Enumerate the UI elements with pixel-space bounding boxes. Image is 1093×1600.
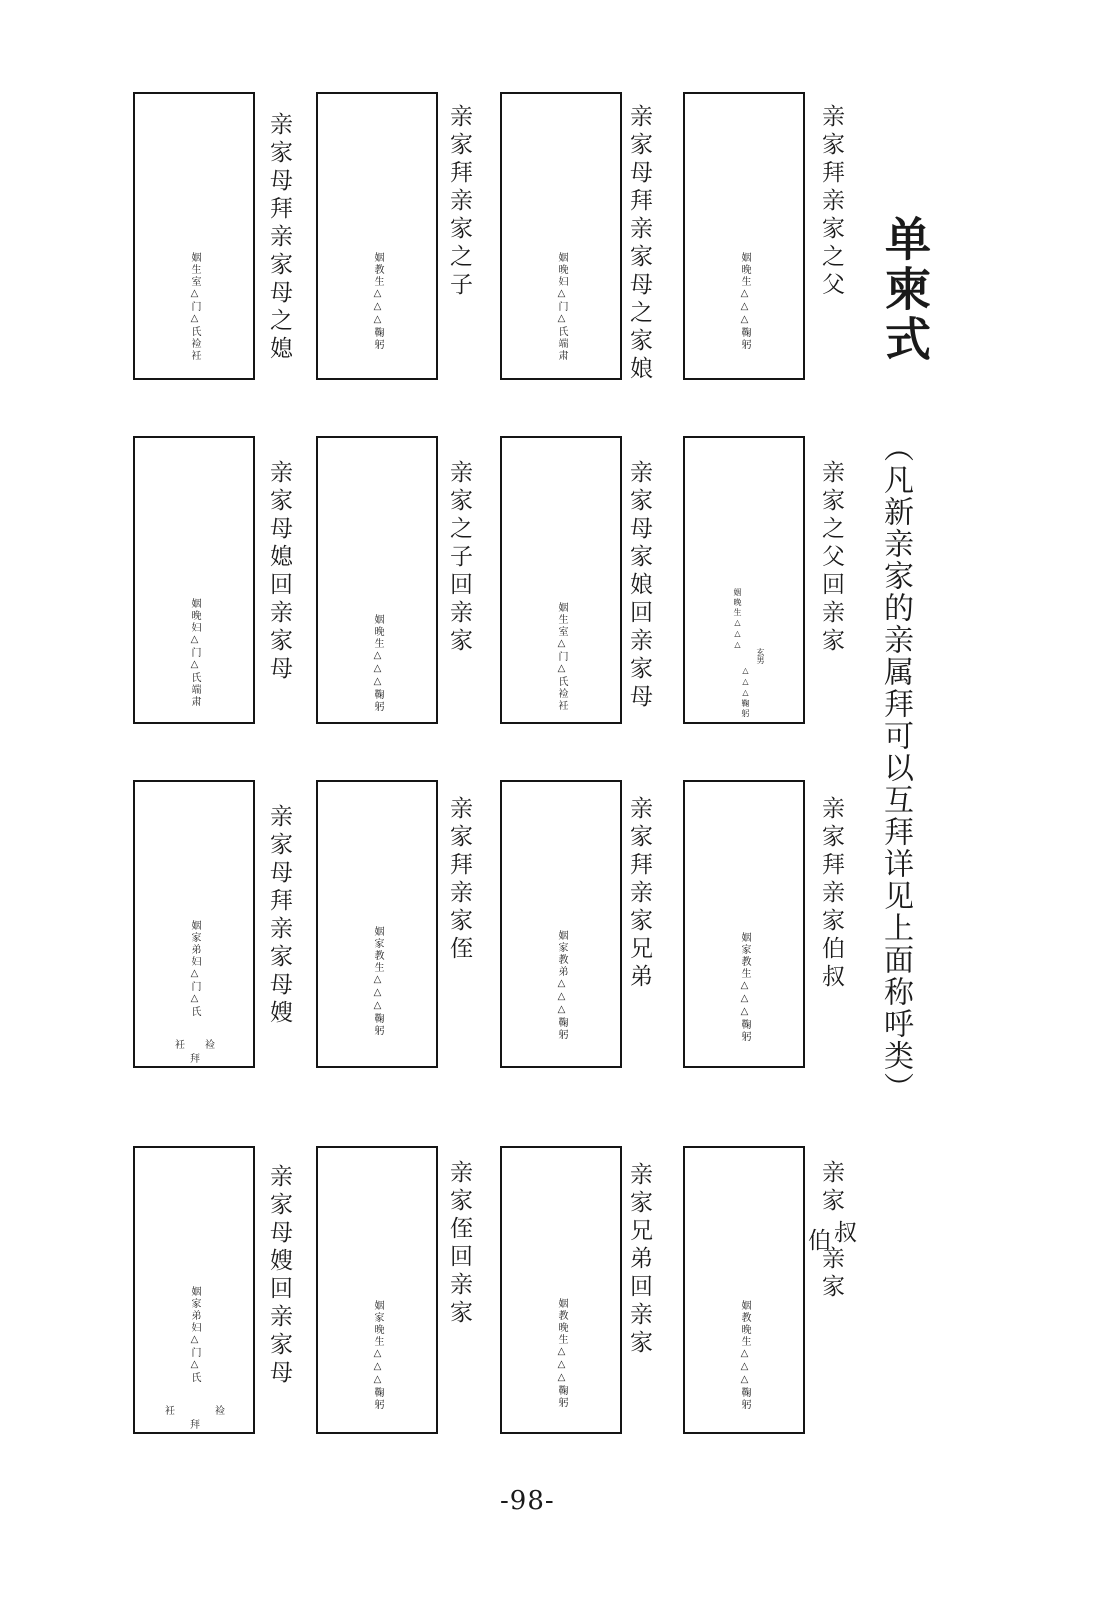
card-signature-right: 裣 [215,1406,225,1417]
card-label: 亲家母拜亲家母之媳 [266,112,292,364]
card-label: 亲家拜亲家之父 [818,104,844,300]
card-signature: 姻教晚生△△△鞠躬 [556,1298,567,1409]
card-r2-c2 [500,436,622,724]
card-r3-c1 [683,780,805,1068]
card-label: 亲家拜亲家侄 [446,796,472,964]
card-r2-c3 [316,436,438,724]
card-signature-left: 衽 [175,1040,185,1051]
card-signature-left: 衽 [165,1406,175,1417]
card-r3-c2 [500,780,622,1068]
card-signature: 姻晚妇△门△氏端肃 [556,252,567,362]
card-signature: 姻家教生△△△鞠躬 [372,926,383,1037]
card-signature-bottom: 拜 [190,1420,200,1431]
card-label: 亲家侄回亲家 [446,1160,472,1328]
card-signature: 姻家教生△△△鞠躬 [739,932,750,1043]
card-signature: 姻教晚生△△△鞠躬 [739,1300,750,1411]
card-r1-c4 [133,92,255,380]
card-label-main: 亲家 [818,1160,844,1216]
card-signature: 姻晚生△△△ [733,588,742,651]
card-r1-c3 [316,92,438,380]
card-signature: 姻生室△门△氏裣衽 [189,252,200,362]
card-r3-c4 [133,780,255,1068]
card-signature-tail: △△△鞠躬 [741,666,750,719]
card-r4-c4 [133,1146,255,1434]
card-label: 亲家母家娘回亲家母 [626,460,652,712]
card-label: 亲家之子回亲家 [446,460,472,656]
card-r1-c1 [683,92,805,380]
card-signature: 姻晚妇△门△氏端肃 [189,598,200,708]
card-signature: 姻晚生△△△鞠躬 [372,614,383,713]
card-signature-right: 裣 [205,1040,215,1051]
card-r3-c3 [316,780,438,1068]
card-label: 亲家母媳回亲家母 [266,460,292,684]
card-signature-bottom: 拜 [190,1054,200,1065]
card-r2-c4 [133,436,255,724]
page-number: -98- [500,1486,555,1516]
card-signature: 姻家教弟△△△鞠躬 [556,930,567,1041]
card-r4-c2 [500,1146,622,1434]
card-r4-c1 [683,1146,805,1434]
card-label: 亲家拜亲家伯叔 [818,796,844,992]
card-label-alt-1: 伯 [808,1228,831,1254]
page-subtitle: （凡新亲家的亲属拜可以互拜详见上面称呼类） [878,432,913,1104]
card-label: 亲家母拜亲家母嫂 [266,804,292,1028]
card-label: 亲家母拜亲家母之家娘 [626,104,652,384]
card-label: 亲家拜亲家兄弟 [626,796,652,992]
card-signature: 姻教生△△△鞠躬 [372,252,383,351]
card-label-alt-2: 叔 [834,1220,857,1246]
card-signature: 姻晚生△△△鞠躬 [739,252,750,351]
page-title: 单柬式 [878,215,932,365]
card-signature: 姻家弟妇△门△氏 [189,920,200,1018]
card-label: 亲家兄弟回亲家 [626,1162,652,1358]
card-label: 亲家母嫂回亲家母 [266,1164,292,1388]
card-signature-note: 玄男 [756,648,765,664]
card-r4-c3 [316,1146,438,1434]
card-signature: 姻家晚生△△△鞠躬 [372,1300,383,1411]
card-label: 亲家拜亲家之子 [446,104,472,300]
card-r2-c1 [683,436,805,724]
card-label-tail: 亲家 [818,1246,844,1302]
card-label: 亲家之父回亲家 [818,460,844,656]
card-r1-c2 [500,92,622,380]
card-signature: 姻家弟妇△门△氏 [189,1286,200,1384]
card-signature: 姻生室△门△氏裣衽 [556,602,567,712]
